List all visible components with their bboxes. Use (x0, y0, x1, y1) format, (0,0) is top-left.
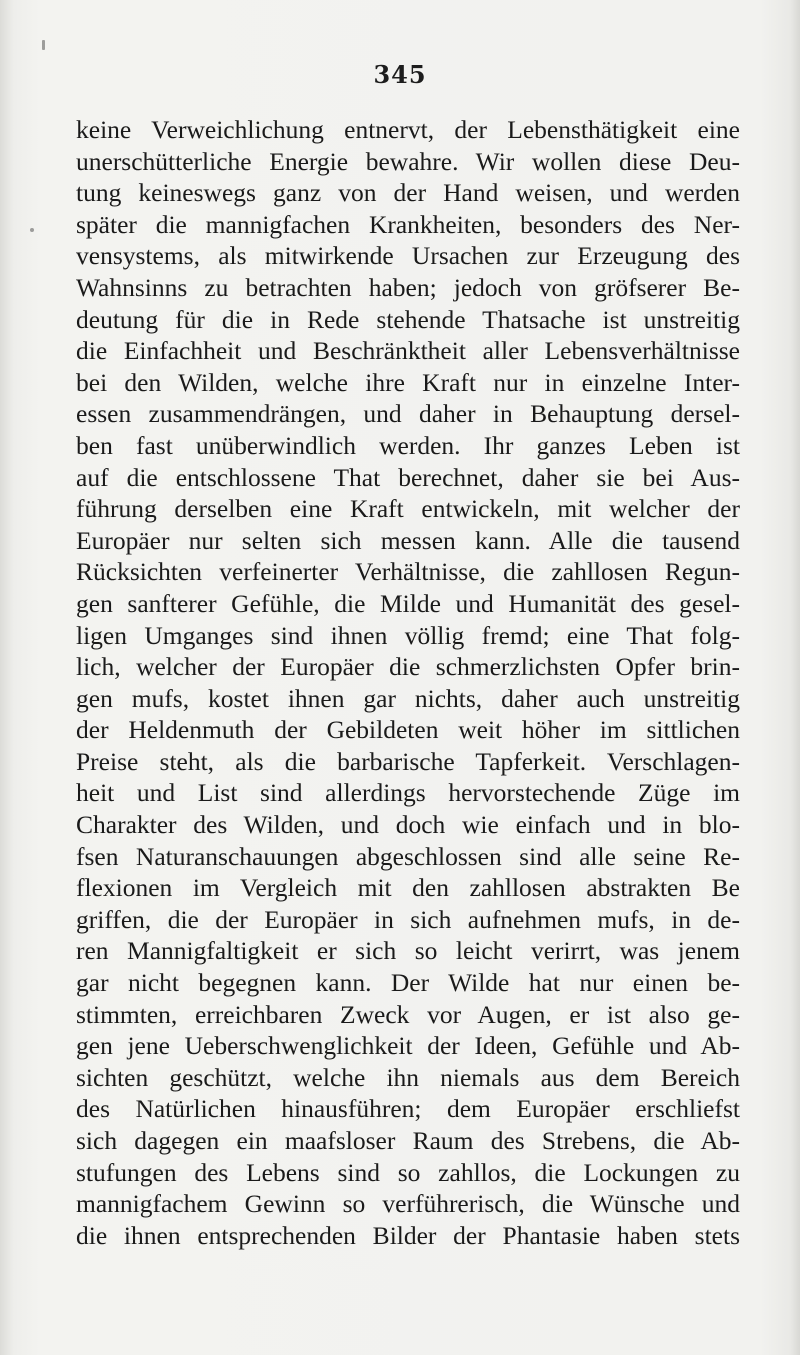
text-line: der Heldenmuth der Gebildeten weit höher im sittlichen (76, 715, 740, 745)
text-line: führung derselben eine Kraft entwickeln, mit welcher der (76, 494, 740, 524)
text-line: Wahnsinns zu betrachten haben; jedoch von gröfserer Be- (76, 272, 740, 302)
text-line: Preise steht, als die barbarische Tapferkeit. Verschlagen- (76, 746, 740, 776)
text-line: tung keineswegs ganz von der Hand weisen, und werden (76, 178, 740, 208)
text-line: ben fast unüberwindlich werden. Ihr ganzes Leben ist (76, 430, 740, 460)
text-line: gen mufs, kostet ihnen gar nichts, daher auch unstreitig (76, 683, 740, 713)
page-number: 345 (373, 60, 427, 89)
text-line: lich, welcher der Europäer die schmerzlichsten Opfer brin- (76, 652, 740, 682)
text-line: auf die entschlossene That berechnet, daher sie bei Aus- (76, 462, 740, 492)
text-line: gar nicht begegnen kann. Der Wilde hat nur einen be- (76, 968, 740, 998)
text-line: des Natürlichen hinausführen; dem Europäer erschliefst (76, 1094, 740, 1124)
text-line: flexionen im Vergleich mit den zahllosen abstrakten Be (76, 873, 740, 903)
text-line: Charakter des Wilden, und doch wie einfach und in blo- (76, 810, 740, 840)
text-line: ligen Umganges sind ihnen völlig fremd; eine That folg- (76, 620, 740, 650)
text-line: die ihnen entsprechenden Bilder der Phantasie haben stets (76, 1220, 740, 1250)
body-text (76, 114, 740, 1251)
text-line: stimmten, erreichbaren Zweck vor Augen, er ist also ge- (76, 999, 740, 1029)
text-line: Rücksichten verfeinerter Verhältnisse, die zahllosen Regun- (76, 557, 740, 587)
text-line: ren Mannigfaltigkeit er sich so leicht verirrt, was jenem (76, 936, 740, 966)
text-line: mannigfachem Gewinn so verführerisch, die Wünsche und (76, 1189, 740, 1219)
text-line: heit und List sind allerdings hervorstechende Züge im (76, 778, 740, 808)
ink-speck (42, 40, 45, 50)
text-line: Europäer nur selten sich messen kann. Alle die tausend (76, 525, 740, 555)
text-line: fsen Naturanschauungen abgeschlossen sind alle seine Re- (76, 841, 740, 871)
text-line: sich dagegen ein maafsloser Raum des Strebens, die Ab- (76, 1126, 740, 1155)
text-line: gen jene Ueberschwenglichkeit der Ideen, Gefühle und Ab- (76, 1031, 740, 1061)
text-line: später die mannigfachen Krankheiten, besonders des Ner- (76, 209, 740, 239)
text-line: gen sanfterer Gefühle, die Milde und Humanität des gesel- (76, 588, 740, 618)
text-line: keine Verweichlichung entnervt, der Lebensthätigkeit eine (76, 115, 740, 144)
text-line: sichten geschützt, welche ihn niemals aus dem Bereich (76, 1062, 740, 1092)
text-line: bei den Wilden, welche ihre Kraft nur in einzelne Inter- (76, 367, 740, 397)
text-line: unerschütterliche Energie bewahre. Wir wollen diese Deu- (76, 146, 740, 176)
text-line: vensystems, als mitwirkende Ursachen zur Erzeugung des (76, 241, 740, 271)
ink-speck (30, 228, 34, 232)
text-line: essen zusammendrängen, und daher in Behauptung dersel- (76, 399, 740, 429)
text-line: deutung für die in Rede stehende Thatsache ist unstreitig (76, 304, 740, 334)
text-line: griffen, die der Europäer in sich aufnehmen mufs, in de- (76, 904, 740, 934)
text-line: stufungen des Lebens sind so zahllos, die Lockungen zu (76, 1157, 740, 1187)
text-line: die Einfachheit und Beschränktheit aller Lebensverhältnisse (76, 336, 740, 366)
